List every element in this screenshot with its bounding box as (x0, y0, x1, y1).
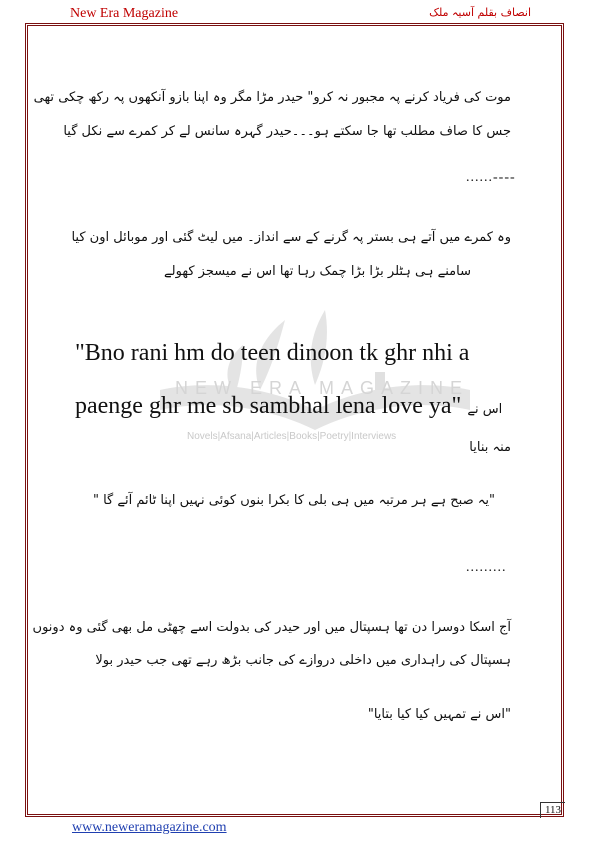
paragraph-line: منہ بنایا (469, 440, 511, 455)
paragraph-line: سامنے ہی ہٹلر بڑا بڑا چمک رہا تھا اس نے میسجز کھولے (164, 264, 471, 279)
paragraph-line: موت کی فریاد کرنے پہ مجبور نہ کرو" حیدر مڑا مگر وہ اپنا بازو آنکھوں پہ رکھ چکی تھی (33, 90, 511, 105)
page-number: 113 (540, 802, 565, 818)
english-message-line (75, 393, 502, 420)
watermark-title: NEW ERA MAGAZINE (175, 378, 470, 398)
english-message-line: "Bno rani hm do teen dinoon tk ghr nhi a (75, 340, 470, 366)
english-message-text: paenge ghr me sb sambhal lena love ya" (75, 393, 462, 419)
section-separator: ......... (466, 560, 507, 575)
author-title: انصاف بقلم آسیہ ملک (429, 6, 531, 19)
paragraph-line: "اس نے تمہیں کیا کیا بتایا" (367, 707, 511, 722)
footer-website-link[interactable]: www.neweramagazine.com (72, 820, 227, 835)
magazine-title: New Era Magazine (70, 6, 179, 21)
paragraph-line: جس کا صاف مطلب تھا جا سکتے ہو۔۔۔حیدر گہرہ سانس لے کر کمرے سے نکل گیا (63, 124, 511, 139)
section-separator: ......---- (466, 170, 516, 185)
watermark-categories: Novels|Afsana|Articles|Books|Poetry|Interviews (187, 431, 397, 442)
paragraph-line: "یہ صبح ہے ہر مرتبہ میں ہی بلی کا بکرا بنوں کوئی نہیں اپنا ٹائم آئے گا " (92, 493, 495, 508)
paragraph-line: وہ کمرے میں آتے ہی بستر پہ گرنے کے سے انداز۔ میں لیٹ گئی اور موبائل اون کیا (71, 230, 511, 245)
urdu-inline-text: اس نے (467, 402, 503, 417)
paragraph-line: آج اسکا دوسرا دن تھا ہسپتال میں اور حیدر کی بدولت اسے چھٹی مل بھی گئی وہ دونوں (32, 620, 511, 635)
paragraph-line: ہسپتال کی راہداری میں داخلی دروازے کی جانب بڑھ رہے تھی جب حیدر بولا (95, 653, 511, 668)
book-logo-watermark (125, 300, 515, 450)
